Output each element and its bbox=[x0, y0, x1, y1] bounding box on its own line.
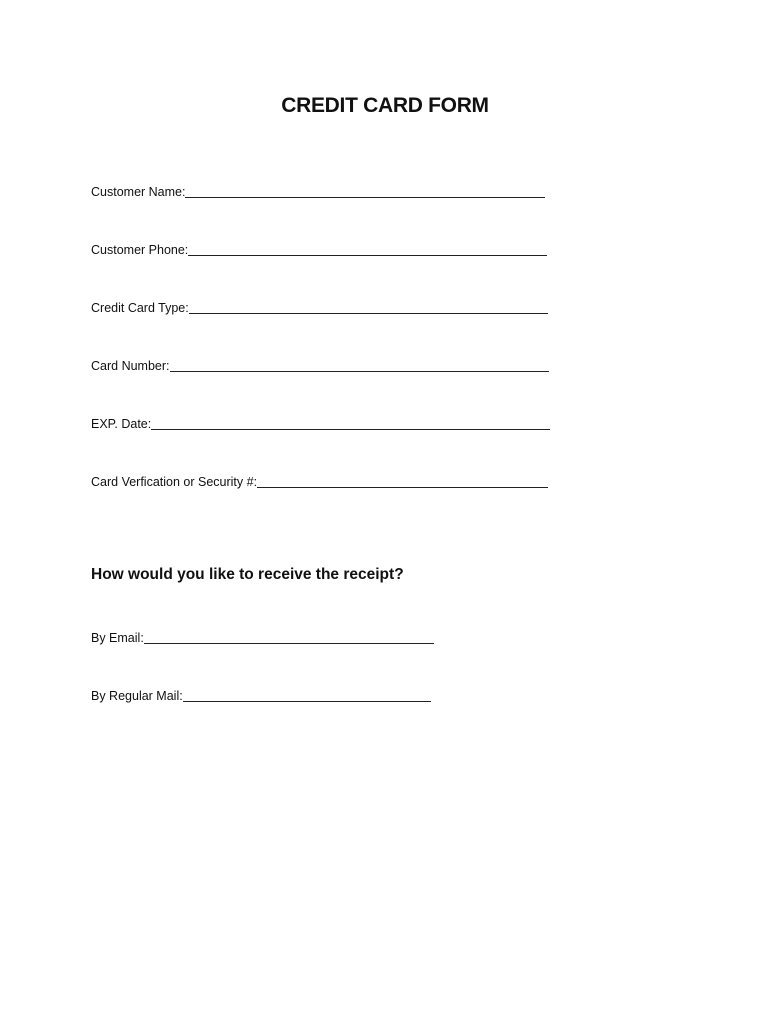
customer-phone-field bbox=[91, 238, 547, 258]
by-regular-mail-label: By Regular Mail: bbox=[91, 689, 183, 703]
form-title: CREDIT CARD FORM bbox=[281, 94, 489, 117]
customer-name-field bbox=[91, 180, 545, 200]
card-number-blank[interactable] bbox=[170, 357, 549, 372]
customer-name-label: Customer Name: bbox=[91, 185, 186, 199]
by-regular-mail-field bbox=[91, 684, 431, 704]
by-regular-mail-blank[interactable] bbox=[183, 687, 431, 702]
card-number-field bbox=[91, 354, 549, 374]
credit-card-type-field bbox=[91, 296, 548, 316]
customer-name-blank[interactable] bbox=[185, 183, 545, 198]
customer-phone-blank[interactable] bbox=[188, 241, 547, 256]
security-code-field bbox=[91, 470, 548, 490]
security-code-label: Card Verfication or Security #: bbox=[91, 475, 258, 489]
by-email-field bbox=[91, 626, 434, 646]
credit-card-type-blank[interactable] bbox=[189, 299, 548, 314]
by-email-label: By Email: bbox=[91, 631, 144, 645]
exp-date-field bbox=[91, 412, 550, 432]
security-code-blank[interactable] bbox=[257, 473, 548, 488]
by-email-blank[interactable] bbox=[144, 629, 434, 644]
exp-date-blank[interactable] bbox=[151, 415, 550, 430]
card-number-label: Card Number: bbox=[91, 359, 170, 373]
exp-date-label: EXP. Date: bbox=[91, 417, 152, 431]
receipt-question: How would you like to receive the receipt? bbox=[91, 566, 404, 583]
credit-card-type-label: Credit Card Type: bbox=[91, 301, 189, 315]
customer-phone-label: Customer Phone: bbox=[91, 243, 189, 257]
